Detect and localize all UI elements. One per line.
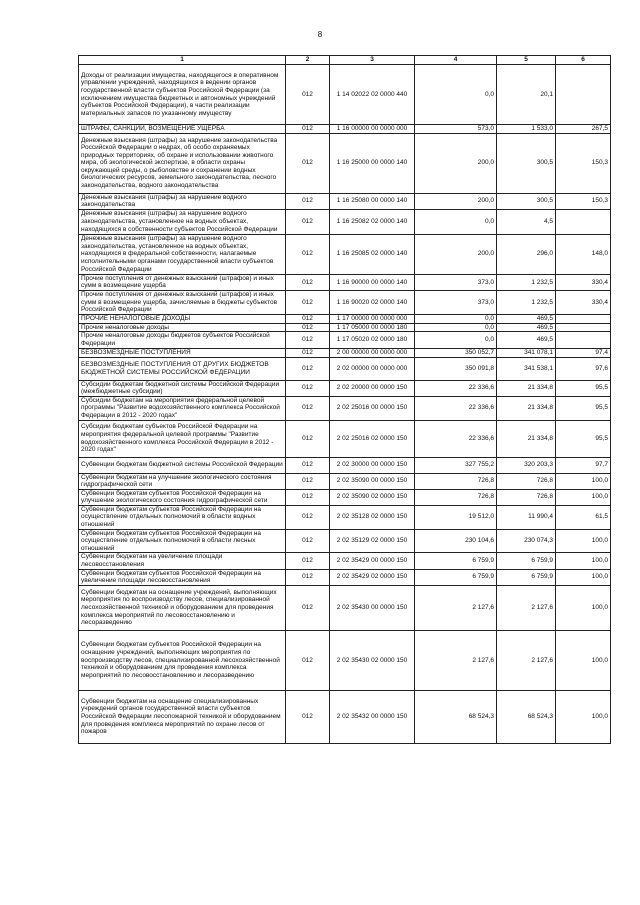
row-kbk-code-cell: 2 02 00000 00 0000 000 xyxy=(330,357,415,380)
row-admin-code-cell: 012 xyxy=(286,290,330,314)
row-fact-cell: 21 334,8 xyxy=(497,396,556,420)
row-plan-cell: 2 127,6 xyxy=(415,630,497,690)
row-name-cell: Субсидии бюджетам бюджетной системы Российской Федерации (межбюджетные субсидии) xyxy=(79,380,286,396)
row-admin-code-cell: 012 xyxy=(286,209,330,234)
row-admin-code-cell: 012 xyxy=(286,473,330,489)
row-plan-cell: 726,8 xyxy=(415,473,497,489)
row-name-cell: Денежные взыскания (штрафы) за нарушение законодательства Российской Федерации о недрах, об особо охраняемых природных территориях, об охране и использовании животного мира, об экологической экспертизе, в области охраны окружающей среды, о рыболовстве и сохранении водных биологических ресурсов, земельного законодательства, лесного законодательства, водного законодательства xyxy=(79,133,286,193)
row-plan-cell: 200,0 xyxy=(415,193,497,209)
row-plan-cell: 200,0 xyxy=(415,133,497,193)
row-plan-cell: 350 052,7 xyxy=(415,348,497,357)
column-header: 2 xyxy=(286,56,330,65)
table-row xyxy=(79,209,611,234)
row-fact-cell: 320 203,3 xyxy=(497,457,556,473)
row-plan-cell: 373,0 xyxy=(415,290,497,314)
row-percent-cell xyxy=(556,65,611,125)
row-plan-cell: 230 104,6 xyxy=(415,529,497,553)
row-percent-cell: 267,5 xyxy=(556,125,611,134)
row-admin-code-cell: 012 xyxy=(286,332,330,348)
table-row xyxy=(79,274,611,290)
row-fact-cell: 341 078,1 xyxy=(497,348,556,357)
row-percent-cell: 61,5 xyxy=(556,505,611,529)
row-plan-cell: 22 336,6 xyxy=(415,420,497,457)
page-number: 8 xyxy=(317,30,323,39)
row-fact-cell: 726,8 xyxy=(497,473,556,489)
row-admin-code-cell: 012 xyxy=(286,569,330,585)
row-percent-cell xyxy=(556,323,611,332)
row-fact-cell: 230 074,3 xyxy=(497,529,556,553)
row-plan-cell: 350 091,8 xyxy=(415,357,497,380)
row-kbk-code-cell: 1 17 00000 00 0000 000 xyxy=(330,314,415,323)
row-kbk-code-cell: 2 02 25016 02 0000 150 xyxy=(330,420,415,457)
row-kbk-code-cell: 2 02 35432 00 0000 150 xyxy=(330,690,415,743)
row-name-cell: Прочие поступления от денежных взысканий (штрафов) и иных сумм в возмещение ущерба, зачисляемые в бюджеты субъектов Российской Федерации xyxy=(79,290,286,314)
table-row xyxy=(79,332,611,348)
row-admin-code-cell: 012 xyxy=(286,529,330,553)
row-plan-cell: 68 524,3 xyxy=(415,690,497,743)
row-fact-cell: 11 990,4 xyxy=(497,505,556,529)
row-name-cell: Субвенции бюджетам субъектов Российской Федерации на осуществление отдельных полномочий в области лесных отношений xyxy=(79,529,286,553)
row-plan-cell: 327 755,2 xyxy=(415,457,497,473)
row-admin-code-cell: 012 xyxy=(286,65,330,125)
row-plan-cell: 22 336,6 xyxy=(415,380,497,396)
row-kbk-code-cell: 2 02 25016 00 0000 150 xyxy=(330,396,415,420)
row-fact-cell: 469,5 xyxy=(497,323,556,332)
row-fact-cell: 2 127,6 xyxy=(497,630,556,690)
row-admin-code-cell: 012 xyxy=(286,193,330,209)
row-percent-cell: 150,3 xyxy=(556,193,611,209)
row-kbk-code-cell: 1 16 90000 00 0000 140 xyxy=(330,274,415,290)
table-row xyxy=(79,65,611,125)
row-percent-cell: 97,4 xyxy=(556,348,611,357)
table-row xyxy=(79,585,611,630)
table-row xyxy=(79,457,611,473)
row-kbk-code-cell: 2 02 35429 00 0000 150 xyxy=(330,553,415,569)
row-admin-code-cell: 012 xyxy=(286,125,330,134)
row-percent-cell xyxy=(556,209,611,234)
row-admin-code-cell: 012 xyxy=(286,357,330,380)
row-fact-cell: 726,8 xyxy=(497,489,556,505)
row-admin-code-cell: 012 xyxy=(286,489,330,505)
row-kbk-code-cell: 2 02 30000 00 0000 150 xyxy=(330,457,415,473)
row-kbk-code-cell: 2 02 35090 00 0000 150 xyxy=(330,473,415,489)
row-fact-cell: 68 524,3 xyxy=(497,690,556,743)
row-name-cell: БЕЗВОЗМЕЗДНЫЕ ПОСТУПЛЕНИЯ xyxy=(79,348,286,357)
row-plan-cell: 0,0 xyxy=(415,65,497,125)
row-percent-cell xyxy=(556,314,611,323)
row-plan-cell: 573,0 xyxy=(415,125,497,134)
row-kbk-code-cell: 1 14 02022 02 0000 440 xyxy=(330,65,415,125)
row-fact-cell: 21 334,8 xyxy=(497,380,556,396)
row-percent-cell: 100,0 xyxy=(556,630,611,690)
row-fact-cell: 300,5 xyxy=(497,193,556,209)
row-plan-cell: 2 127,6 xyxy=(415,585,497,630)
row-percent-cell: 100,0 xyxy=(556,585,611,630)
column-header: 4 xyxy=(415,56,497,65)
revenue-table xyxy=(78,55,611,744)
row-plan-cell: 19 512,0 xyxy=(415,505,497,529)
table-row xyxy=(79,420,611,457)
row-kbk-code-cell: 2 02 35430 00 0000 150 xyxy=(330,585,415,630)
table-row xyxy=(79,489,611,505)
row-kbk-code-cell: 2 00 00000 00 0000 000 xyxy=(330,348,415,357)
row-name-cell: Денежные взыскания (штрафы) за нарушение водного законодательства, установленное на водных объектах, находящихся в федеральной собственности, налагаемые исполнительными органами государственной власти субъектов Российской Федерации xyxy=(79,234,286,274)
column-header: 5 xyxy=(497,56,556,65)
table-row xyxy=(79,529,611,553)
row-fact-cell: 469,5 xyxy=(497,314,556,323)
row-fact-cell: 6 759,9 xyxy=(497,569,556,585)
row-name-cell: Субвенции бюджетам бюджетной системы Российской Федерации xyxy=(79,457,286,473)
row-kbk-code-cell: 2 02 35429 02 0000 150 xyxy=(330,569,415,585)
row-admin-code-cell: 012 xyxy=(286,274,330,290)
row-admin-code-cell: 012 xyxy=(286,553,330,569)
row-admin-code-cell: 012 xyxy=(286,234,330,274)
row-name-cell: Субсидии бюджетам субъектов Российской Федерации на мероприятия федеральной целевой программы "Развитие водохозяйственного комплекса Российской Федерации в 2012 - 2020 годах" xyxy=(79,420,286,457)
row-plan-cell: 6 759,9 xyxy=(415,569,497,585)
table-row xyxy=(79,505,611,529)
row-name-cell: Доходы от реализации имущества, находящегося в оперативном управлении учреждений, находящихся в ведении органов государственной власти субъектов Российской Федерации (за исключением имущества бюджетных и автономных учреждений субъектов Российской Федерации), в части реализации материальных запасов по указанному имуществу xyxy=(79,65,286,125)
row-percent-cell: 100,0 xyxy=(556,473,611,489)
table-row xyxy=(79,290,611,314)
row-kbk-code-cell: 1 17 05020 02 0000 180 xyxy=(330,332,415,348)
row-percent-cell: 100,0 xyxy=(556,529,611,553)
table-header-row xyxy=(79,56,611,65)
row-plan-cell: 6 759,9 xyxy=(415,553,497,569)
row-kbk-code-cell: 1 16 25085 02 0000 140 xyxy=(330,234,415,274)
row-admin-code-cell: 012 xyxy=(286,420,330,457)
row-kbk-code-cell: 2 02 35128 02 0000 150 xyxy=(330,505,415,529)
row-kbk-code-cell: 2 02 20000 00 0000 150 xyxy=(330,380,415,396)
row-kbk-code-cell: 1 16 90020 02 0000 140 xyxy=(330,290,415,314)
row-percent-cell: 95,5 xyxy=(556,396,611,420)
row-plan-cell: 726,8 xyxy=(415,489,497,505)
row-name-cell: БЕЗВОЗМЕЗДНЫЕ ПОСТУПЛЕНИЯ ОТ ДРУГИХ БЮДЖЕТОВ БЮДЖЕТНОЙ СИСТЕМЫ РОССИЙСКОЙ ФЕДЕРАЦИИ xyxy=(79,357,286,380)
column-header: 6 xyxy=(556,56,611,65)
table-row xyxy=(79,323,611,332)
row-name-cell: Прочие неналоговые доходы бюджетов субъектов Российской Федерации xyxy=(79,332,286,348)
row-admin-code-cell: 012 xyxy=(286,690,330,743)
row-fact-cell: 469,5 xyxy=(497,332,556,348)
row-kbk-code-cell: 2 02 35090 02 0000 150 xyxy=(330,489,415,505)
row-fact-cell: 296,0 xyxy=(497,234,556,274)
row-percent-cell: 148,0 xyxy=(556,234,611,274)
row-fact-cell: 300,5 xyxy=(497,133,556,193)
row-name-cell: Субвенции бюджетам на улучшение экологического состояния гидрографической сети xyxy=(79,473,286,489)
row-kbk-code-cell: 1 16 00000 00 0000 000 xyxy=(330,125,415,134)
row-percent-cell: 97,6 xyxy=(556,357,611,380)
row-admin-code-cell: 012 xyxy=(286,133,330,193)
table-row xyxy=(79,348,611,357)
row-kbk-code-cell: 1 17 05000 00 0000 180 xyxy=(330,323,415,332)
table-row xyxy=(79,357,611,380)
row-admin-code-cell: 012 xyxy=(286,396,330,420)
row-admin-code-cell: 012 xyxy=(286,348,330,357)
row-fact-cell: 1 232,5 xyxy=(497,274,556,290)
table-row xyxy=(79,193,611,209)
row-plan-cell: 0,0 xyxy=(415,332,497,348)
row-admin-code-cell: 012 xyxy=(286,585,330,630)
row-name-cell: ПРОЧИЕ НЕНАЛОГОВЫЕ ДОХОДЫ xyxy=(79,314,286,323)
row-fact-cell: 21 334,8 xyxy=(497,420,556,457)
row-admin-code-cell: 012 xyxy=(286,630,330,690)
row-name-cell: Субсидии бюджетам на мероприятия федеральной целевой программы "Развитие водохозяйственного комплекса Российской Федерации в 2012 - 2020 годах" xyxy=(79,396,286,420)
row-name-cell: ШТРАФЫ, САНКЦИИ, ВОЗМЕЩЕНИЕ УЩЕРБА xyxy=(79,125,286,134)
row-plan-cell: 0,0 xyxy=(415,209,497,234)
row-name-cell: Субвенции бюджетам на увеличение площади лесовосстановления xyxy=(79,553,286,569)
row-name-cell: Денежные взыскания (штрафы) за нарушение водного законодательства, установленное на водных объектах, находящихся в собственности субъектов Российской Федерации xyxy=(79,209,286,234)
row-name-cell: Субвенции бюджетам субъектов Российской Федерации на оснащение учреждений, выполняющих мероприятия по воспроизводству лесов, специализированной лесохозяйственной техникой и оборудованием для проведения комплекса мероприятий по лесовосстановлению и лесоразведению xyxy=(79,630,286,690)
row-name-cell: Субвенции бюджетам субъектов Российской Федерации на увеличение площади лесовосстановления xyxy=(79,569,286,585)
row-name-cell: Прочие поступления от денежных взысканий (штрафов) и иных сумм в возмещение ущерба xyxy=(79,274,286,290)
row-plan-cell: 373,0 xyxy=(415,274,497,290)
row-percent-cell: 330,4 xyxy=(556,274,611,290)
row-fact-cell: 20,1 xyxy=(497,65,556,125)
row-fact-cell: 2 127,6 xyxy=(497,585,556,630)
row-kbk-code-cell: 1 16 25080 00 0000 140 xyxy=(330,193,415,209)
row-fact-cell: 1 533,0 xyxy=(497,125,556,134)
table-row xyxy=(79,630,611,690)
row-name-cell: Субвенции бюджетам на оснащение учреждений, выполняющих мероприятия по воспроизводству лесов, специализированной лесохозяйственной техникой и оборудованием для проведения комплекса мероприятий по лесовосстановлению и лесоразведению xyxy=(79,585,286,630)
row-plan-cell: 0,0 xyxy=(415,323,497,332)
table-row xyxy=(79,473,611,489)
row-fact-cell: 6 759,9 xyxy=(497,553,556,569)
row-fact-cell: 341 538,1 xyxy=(497,357,556,380)
row-percent-cell: 100,0 xyxy=(556,553,611,569)
row-admin-code-cell: 012 xyxy=(286,380,330,396)
table-row xyxy=(79,314,611,323)
row-percent-cell xyxy=(556,332,611,348)
table-row xyxy=(79,133,611,193)
row-fact-cell: 4,5 xyxy=(497,209,556,234)
row-admin-code-cell: 012 xyxy=(286,323,330,332)
row-percent-cell: 150,3 xyxy=(556,133,611,193)
row-kbk-code-cell: 1 16 25082 02 0000 140 xyxy=(330,209,415,234)
row-percent-cell: 97,7 xyxy=(556,457,611,473)
row-name-cell: Денежные взыскания (штрафы) за нарушение водного законодательства xyxy=(79,193,286,209)
table-row xyxy=(79,690,611,743)
row-kbk-code-cell: 1 16 25000 00 0000 140 xyxy=(330,133,415,193)
row-admin-code-cell: 012 xyxy=(286,457,330,473)
row-percent-cell: 100,0 xyxy=(556,569,611,585)
table-row xyxy=(79,396,611,420)
table-row xyxy=(79,553,611,569)
column-header: 1 xyxy=(79,56,286,65)
row-fact-cell: 1 232,5 xyxy=(497,290,556,314)
row-admin-code-cell: 012 xyxy=(286,505,330,529)
row-name-cell: Субвенции бюджетам субъектов Российской Федерации на осуществление отдельных полномочий в области водных отношений xyxy=(79,505,286,529)
table-row xyxy=(79,125,611,134)
row-name-cell: Прочие неналоговые доходы xyxy=(79,323,286,332)
row-plan-cell: 22 336,6 xyxy=(415,396,497,420)
table-row xyxy=(79,569,611,585)
row-percent-cell: 95,5 xyxy=(556,420,611,457)
table-row xyxy=(79,234,611,274)
row-plan-cell: 200,0 xyxy=(415,234,497,274)
row-name-cell: Субвенции бюджетам субъектов Российской Федерации на улучшение экологического состояния гидрографической сети xyxy=(79,489,286,505)
column-header: 3 xyxy=(330,56,415,65)
row-admin-code-cell: 012 xyxy=(286,314,330,323)
row-kbk-code-cell: 2 02 35129 02 0000 150 xyxy=(330,529,415,553)
row-percent-cell: 100,0 xyxy=(556,690,611,743)
table-row xyxy=(79,380,611,396)
row-percent-cell: 95,5 xyxy=(556,380,611,396)
row-percent-cell: 100,0 xyxy=(556,489,611,505)
row-kbk-code-cell: 2 02 35430 02 0000 150 xyxy=(330,630,415,690)
row-percent-cell: 330,4 xyxy=(556,290,611,314)
row-name-cell: Субвенции бюджетам на оснащение специализированных учреждений органов государственной власти субъектов Российской Федерации лесопожарной техникой и оборудованием для проведения комплекса мероприятий по охране лесов от пожаров xyxy=(79,690,286,743)
row-plan-cell: 0,0 xyxy=(415,314,497,323)
